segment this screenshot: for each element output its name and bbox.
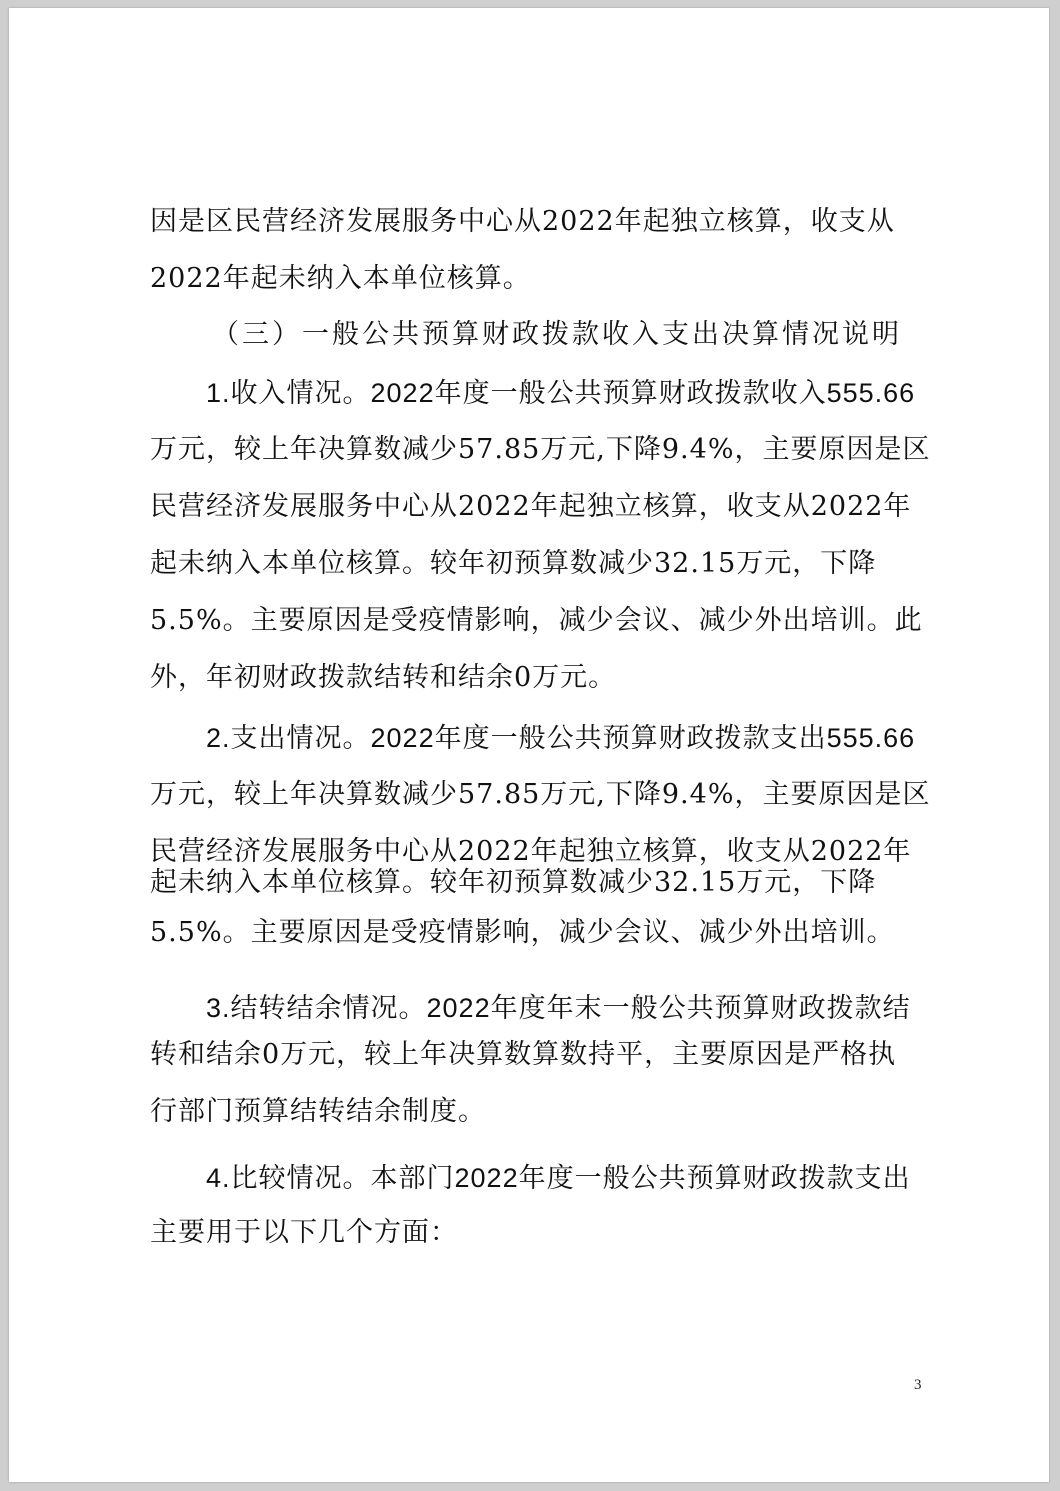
income-paragraph-line-1: 1.收入情况。2022年度一般公共预算财政拨款收入555.66 bbox=[206, 378, 916, 408]
income-paragraph-line-2: 万元，较上年决算数减少57.85万元,下降9.4%，主要原因是区 bbox=[150, 434, 931, 465]
expenditure-paragraph-line-5: 5.5%。主要原因是受疫情影响，减少会议、减少外出培训。 bbox=[150, 917, 895, 948]
income-paragraph-line-3: 民营经济发展服务中心从2022年起独立核算，收支从2022年 bbox=[150, 491, 912, 522]
income-paragraph-line-5: 5.5%。主要原因是受疫情影响，减少会议、减少外出培训。此 bbox=[150, 605, 923, 636]
income-paragraph-line-6: 外，年初财政拨款结转和结余0万元。 bbox=[150, 662, 617, 693]
expenditure-paragraph-line-4: 起未纳入本单位核算。较年初预算数减少32.15万元，下降 bbox=[150, 867, 877, 898]
expenditure-paragraph-line-1: 2.支出情况。2022年度一般公共预算财政拨款支出555.66 bbox=[206, 723, 916, 753]
comparison-paragraph-line-2: 主要用于以下几个方面： bbox=[150, 1217, 458, 1248]
expenditure-paragraph-line-3: 民营经济发展服务中心从2022年起独立核算，收支从2022年 bbox=[150, 836, 912, 867]
carryover-paragraph-line-1: 3.结转结余情况。2022年度年末一般公共预算财政拨款结 bbox=[206, 993, 911, 1023]
document-page bbox=[9, 8, 1049, 1482]
intro-line-2: 2022年起未纳入本单位核算。 bbox=[150, 263, 531, 294]
page-number: 3 bbox=[914, 1377, 922, 1393]
expenditure-paragraph-line-2: 万元，较上年决算数减少57.85万元,下降9.4%，主要原因是区 bbox=[150, 779, 931, 810]
income-paragraph-line-4: 起未纳入本单位核算。较年初预算数减少32.15万元，下降 bbox=[150, 548, 877, 579]
carryover-paragraph-line-2: 转和结余0万元，较上年决算数算数持平，主要原因是严格执 bbox=[150, 1039, 897, 1070]
intro-line-1: 因是区民营经济发展服务中心从2022年起独立核算，收支从 bbox=[150, 206, 895, 237]
comparison-paragraph-line-1: 4.比较情况。本部门2022年度一般公共预算财政拨款支出 bbox=[206, 1163, 911, 1193]
carryover-paragraph-line-3: 行部门预算结转结余制度。 bbox=[150, 1096, 486, 1127]
section-heading: （三）一般公共预算财政拨款收入支出决算情况说明 bbox=[212, 319, 902, 350]
